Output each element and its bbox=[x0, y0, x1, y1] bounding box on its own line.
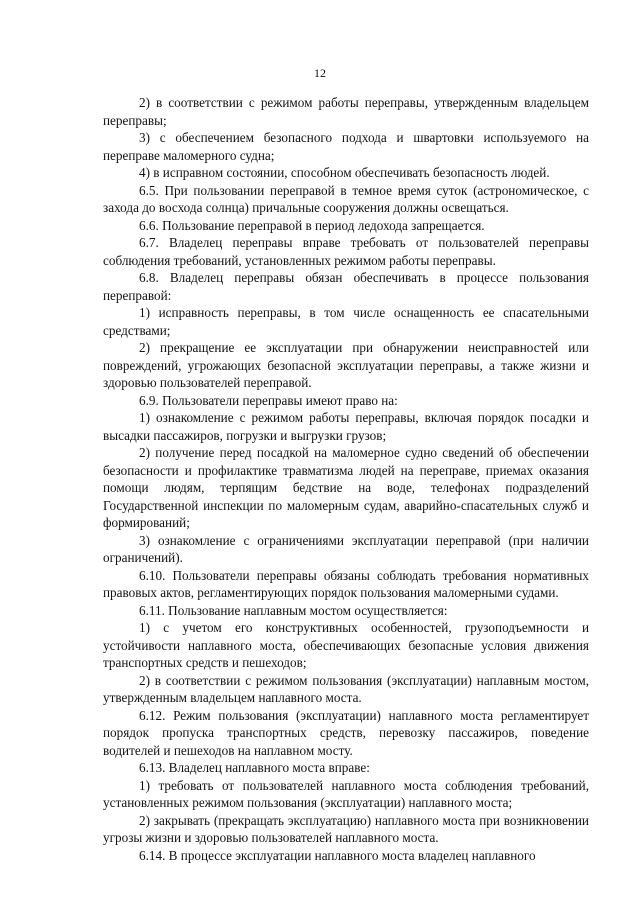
paragraph: 6.7. Владелец переправы вправе требовать от пользователей переправы соблюдения требований, установленных режимом работы переправы. bbox=[103, 235, 589, 268]
paragraph: 3) ознакомление с ограничениями эксплуатации переправой (при наличии ограничений). bbox=[103, 532, 589, 565]
paragraph: 6.13. Владелец наплавного моста вправе: bbox=[139, 760, 370, 775]
paragraph: 2) прекращение ее эксплуатации при обнаружении неисправностей или повреждений, угрожающих безопасной эксплуатации переправы, а также жизни и здоровью пользователей переправой. bbox=[103, 340, 589, 390]
paragraph: 6.9. Пользователи переправы имеют право на: bbox=[139, 392, 398, 408]
paragraph: 6.6. Пользование переправой в период ледохода запрещается. bbox=[139, 217, 485, 233]
paragraph: 1) ознакомление с режимом работы переправы, включая порядок посадки и высадки пассажиров, погрузки и выгрузки грузов; bbox=[103, 410, 589, 443]
paragraph: 2) в соответствии с режимом пользования (эксплуатации) наплавным мостом, утвержденным владельцем наплавного моста. bbox=[103, 672, 589, 705]
paragraph: 6.11. Пользование наплавным мостом осуществляется: bbox=[139, 602, 448, 618]
paragraph: 6.8. Владелец переправы обязан обеспечивать в процессе пользования переправой: bbox=[103, 270, 589, 303]
paragraph: 6.12. Режим пользования (эксплуатации) наплавного моста регламентирует порядок пропуска транспортных средств, перевозку пассажиров, поведение водителей и пешеходов на наплавном мосту. bbox=[103, 707, 589, 758]
paragraph: 6.14. В процессе эксплуатации наплавного моста владелец наплавного bbox=[139, 847, 536, 863]
page-number: 12 bbox=[314, 66, 326, 80]
paragraph: 2) получение перед посадкой на маломерное судно сведений об обеспечении безопасности и профилактике травматизма людей на переправе, приемах оказания помощи людям, терпящим бедствие на воде, телефонах подразделений Государственной инспекции по маломерным судам, аварийно-спасательных служб и формирований; bbox=[103, 445, 589, 530]
paragraph: 4) в исправном состоянии, способном обеспечивать безопасность людей. bbox=[139, 165, 550, 180]
paragraph: 1) исправность переправы, в том числе оснащенность ее спасательными средствами; bbox=[103, 305, 589, 338]
paragraph: 1) с учетом его конструктивных особенностей, грузоподъемности и устойчивости наплавного моста, обеспечивающих безопасные условия движения транспортных средств и пешеходов; bbox=[103, 620, 589, 670]
paragraph: 6.10. Пользователи переправы обязаны соблюдать требования нормативных правовых актов, регламентирующих порядок пользования маломерными судами. bbox=[103, 567, 589, 600]
paragraph: 2) закрывать (прекращать эксплуатацию) наплавного моста при возникновении угрозы жизни и здоровью пользователей наплавного моста. bbox=[103, 812, 589, 845]
paragraph: 3) с обеспечением безопасного подхода и швартовки используемого на переправе маломерного судна; bbox=[103, 130, 589, 163]
paragraph: 6.5. При пользовании переправой в темное время суток (астрономическое, с захода до восхода солнца) причальные сооружения должны освещаться. bbox=[103, 182, 589, 215]
paragraph: 2) в соответствии с режимом работы переправы, утвержденным владельцем переправы; bbox=[103, 95, 589, 128]
document-body bbox=[103, 94, 589, 864]
paragraph: 1) требовать от пользователей наплавного моста соблюдения требований, установленных режимом пользования (эксплуатации) наплавного моста; bbox=[103, 777, 589, 810]
